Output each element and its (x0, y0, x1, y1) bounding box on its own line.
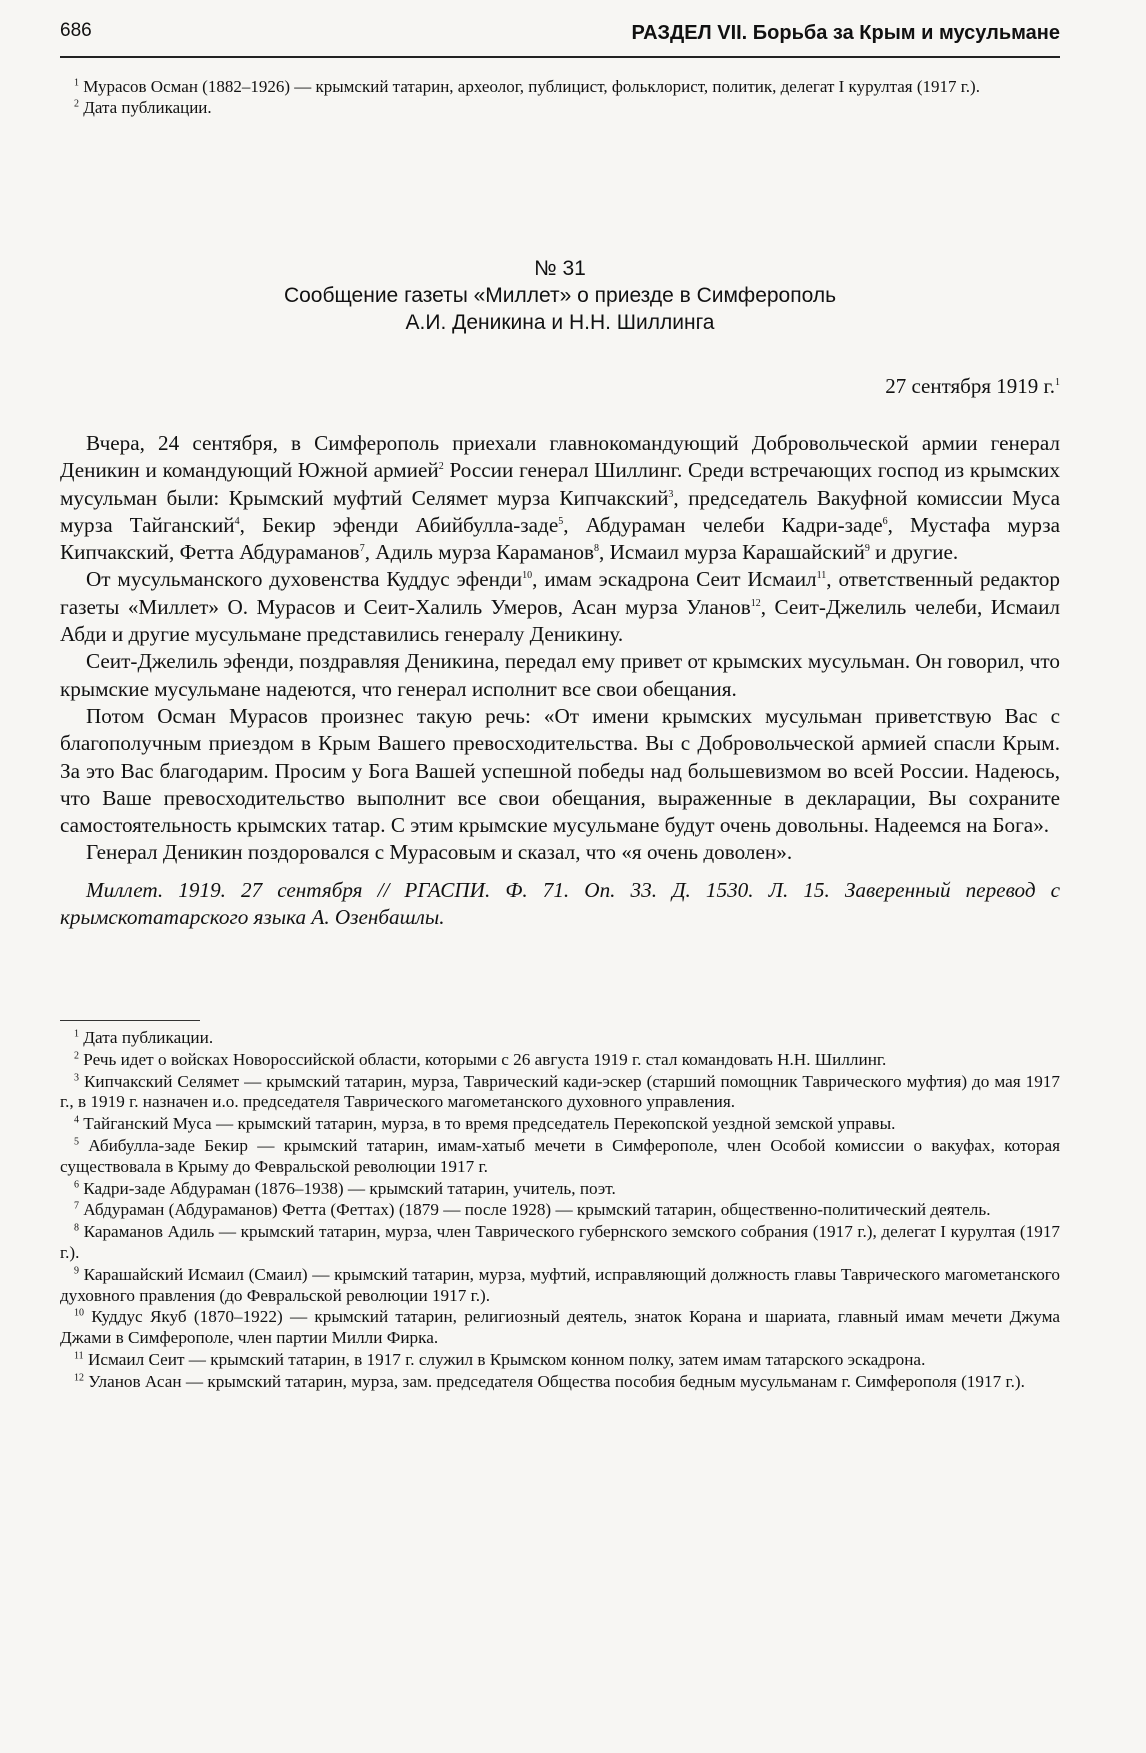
top-footnotes (60, 76, 1060, 118)
section-title: РАЗДЕЛ VII. Борьба за Крым и мусульмане (631, 22, 1060, 44)
top-footnote: $^1$ Мурасов Осман (1882–1926) — крымский татарин, археолог, публицист, фольклорист, политик, делегат I курултая (1917 г.). (74, 77, 980, 96)
document-number: № 31 (534, 257, 586, 280)
source-citation: Миллет. 1919. 27 сентября // РГАСПИ. Ф. 71. Оп. 33. Д. 1530. Л. 15. Заверенный перевод с крымскотатарского языка А. Озенбашлы. (60, 877, 1060, 930)
footnote: $^6$ Кадри-заде Абдураман (1876–1938) — крымский татарин, учитель, поэт. (74, 1178, 616, 1198)
footnote: $^{10}$ Куддус Якуб (1870–1922) — крымский татарин, религиозный деятель, знаток Корана и шариата, главный имам мечети Джума Джами в Симферополе, член партии Милли Фирка. (60, 1307, 1060, 1348)
paragraph-3: Сеит-Джелиль эфенди, поздравляя Деникина, передал ему привет от крымских мусульман. Он говорил, что крымские мусульмане надеются, что генерал исполнит все свои обещания. (60, 649, 1060, 701)
paragraph-1: Вчера, 24 сентября, в Симферополь приехали главнокомандующий Добровольческой армии генерал Деникин и командующий Южной армией$^2$ России генерал Шиллинг. Среди встречающих господ из крымских мусульман были: Крымский муфтий Селямет мурза Кипчакский$^3$, председатель Вакуфной комиссии Муса мурза Тайганский$^4$, Бекир эфенди Абийбулла-заде$^5$, Абдураман челеби Кадри-заде$^6$, Мустафа мурза Кипчакский, Фетта Абдураманов$^7$, Адиль мурза Караманов$^8$, Исмаил мурза Карашайский$^9$ и другие. (60, 431, 1060, 565)
paragraph-2: От мусульманского духовенства Куддус эфенди$^{10}$, имам эскадрона Сеит Исмаил$^{11}$, ответственный редактор газеты «Миллет» О. Мурасов и Сеит-Халиль Умеров, Асан мурза Уланов$^{12}$, Сеит-Джелиль челеби, Исмаил Абди и другие мусульмане представились генералу Деникину. (60, 567, 1060, 647)
top-footnote: $^2$ Дата публикации. (74, 98, 212, 117)
footnote: $^5$ Абибулла-заде Бекир — крымский татарин, имам-хатыб мечети в Симферополе, член Особой комиссии о вакуфах, которая существовала в Крыму до Февральской революции 1917 г. (60, 1135, 1061, 1176)
main-text (60, 430, 1060, 931)
footnote: $^8$ Караманов Адиль — крымский татарин, мурза, член Таврического губернского земского собрания (1917 г.), делегат I курултая (1917 г.). (60, 1222, 1061, 1262)
page-number: 686 (60, 20, 92, 41)
document-title-line2: А.И. Деникина и Н.Н. Шиллинга (405, 311, 715, 334)
document-date: 27 сентября 1919 г.$^1$ (885, 374, 1060, 398)
footnote: $^2$ Речь идет о войсках Новороссийской области, которыми с 26 августа 1919 г. стал командовать Н.Н. Шиллинг. (74, 1049, 887, 1069)
footnote-divider (60, 1020, 200, 1021)
document-heading (60, 255, 1060, 336)
document-title-line1: Сообщение газеты «Миллет» о приезде в Симферополь (283, 284, 837, 307)
footnote: $^4$ Тайганский Муса — крымский татарин, мурза, в то время председатель Перекопской уездной земской управы. (74, 1114, 896, 1134)
footnote: $^{12}$ Уланов Асан — крымский татарин, мурза, зам. председателя Общества пособия бедным мусульманам г. Симферополя (1917 г.). (74, 1371, 1025, 1391)
footnotes (60, 1028, 1060, 1394)
footnote: $^1$ Дата публикации. (74, 1028, 214, 1047)
paragraph-4: Потом Осман Мурасов произнес такую речь: «От имени крымских мусульман приветствую Вас с благополучным приездом в Крым Вашего превосходительства. Вы с Добровольческой армией спасли Крым. За это Вас благодарим. Просим у Бога Вашей успешной победы над большевизмом во всей России. Надеюсь, что Ваше превосходительство выполнит все свои обещания, выраженные в декларации, Вы сохраните самостоятельность крымских татар. С этим крымские мусульмане будут очень довольны. Надеемся на Бога». (60, 703, 1060, 838)
paragraph-5: Генерал Деникин поздоровался с Мурасовым и сказал, что «я очень доволен». (86, 840, 793, 865)
footnote: $^9$ Карашайский Исмаил (Смаил) — крымский татарин, мурза, муфтий, исправляющий должность главы Таврического магометанского духовного правления (до Февральской революции 1917 г.). (60, 1264, 1060, 1305)
footnote: $^7$ Абдураман (Абдураманов) Фетта (Феттах) (1879 — после 1928) — крымский татарин, общественно-политический деятель. (74, 1200, 991, 1220)
footnote: $^{11}$ Исмаил Сеит — крымский татарин, в 1917 г. служил в Крымском конном полку, затем имам татарского эскадрона. (74, 1349, 926, 1369)
footnote: $^3$ Кипчакский Селямет — крымский татарин, мурза, Таврический кади-эскер (старший помощник Таврического муфтия) до мая 1917 г., в 1919 г. назначен и.о. председателя Таврического магометанского духовного управления. (60, 1071, 1060, 1112)
page-header (60, 16, 1060, 58)
